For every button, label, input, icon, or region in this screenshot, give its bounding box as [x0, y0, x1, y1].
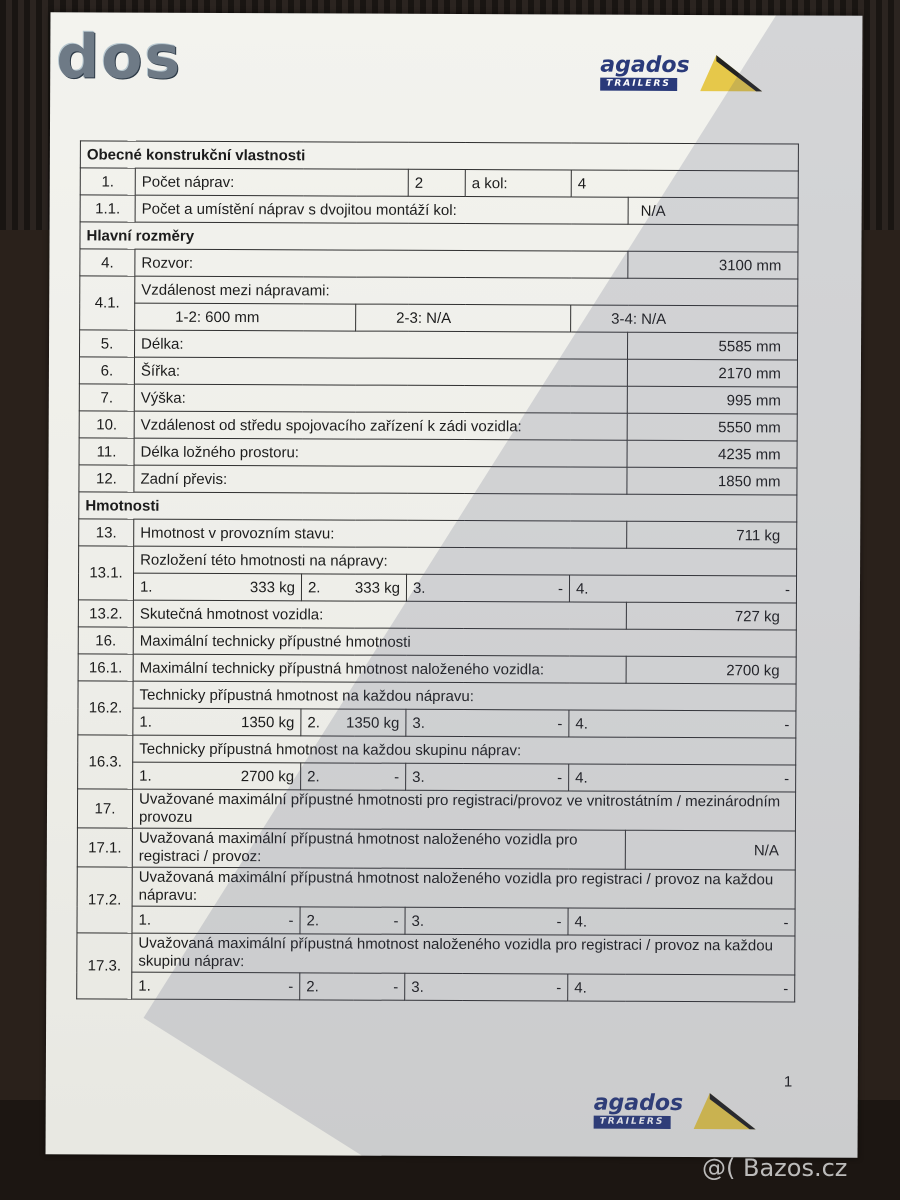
axle-cell-1	[132, 906, 300, 934]
axle-cell-1	[133, 762, 301, 790]
row-label: Uvažované maximální přípustné hmotnosti pro registraci/provoz ve vnitrostátním / mezinárodním provozu	[132, 789, 795, 831]
table-row	[80, 276, 798, 306]
axle-cell-4	[569, 764, 796, 792]
row-label: Hmotnost v provozním stavu:	[134, 519, 627, 548]
table-row	[80, 249, 798, 279]
row-number: 10.	[79, 411, 134, 438]
row-label: Uvažovaná maximální přípustná hmotnost naloženého vozidla pro registraci / provoz:	[132, 828, 625, 869]
table-subrow	[77, 906, 795, 936]
axle-cell-4	[568, 974, 795, 1002]
row-number: 16.	[78, 627, 133, 654]
row-label: Rozvor:	[135, 249, 628, 278]
row-value: 2700 kg	[626, 656, 796, 684]
row-number: 13.	[79, 519, 134, 546]
section-dims	[80, 222, 798, 252]
axle-cell-2	[301, 763, 406, 790]
watermark: @( Bazos.cz	[702, 1154, 848, 1182]
axle-index: 1.	[138, 911, 152, 929]
row-number: 16.2.	[78, 681, 133, 735]
row-number: 1.1.	[80, 195, 135, 222]
row-value-secondary: 4	[571, 170, 798, 198]
row-label: Maximální technicky přípustné hmotnosti	[133, 627, 796, 657]
brand-sub: TRAILERS	[600, 78, 677, 91]
row-number: 13.2.	[78, 600, 133, 627]
row-label: Uvažovaná maximální přípustná hmotnost naloženého vozidla pro registraci / provoz na každou skupinu náprav:	[132, 933, 795, 975]
axle-index: 2.	[307, 767, 320, 785]
axle-cell-4	[568, 908, 795, 936]
row-number: 6.	[79, 357, 134, 384]
axle-cell-1	[133, 708, 301, 736]
axle-cell-3	[405, 907, 568, 935]
axle-cell-2	[301, 574, 406, 601]
row-value: 2170 mm	[627, 359, 797, 387]
row-number: 7.	[79, 384, 134, 411]
axle-value: 333 kg	[249, 578, 296, 596]
row-number: 17.	[77, 789, 132, 828]
row-number: 16.3.	[78, 735, 133, 789]
table-row	[78, 654, 796, 684]
brand-chevron-icon	[694, 1089, 764, 1133]
axle-cell-4	[569, 575, 796, 603]
partial-logo-left	[56, 20, 236, 95]
row-label: Vzdálenost mezi nápravami:	[135, 276, 798, 306]
partial-logo-text: dos	[56, 22, 183, 93]
axle-value: -	[393, 912, 399, 930]
row-number: 13.1.	[78, 546, 133, 600]
table-subrow	[80, 303, 798, 333]
axle-cell-2	[300, 973, 405, 1000]
axle-index: 2.	[307, 578, 321, 596]
axle-index: 2.	[306, 977, 319, 995]
table-row	[79, 411, 797, 441]
axle-cell-1	[132, 972, 300, 1000]
axle-value: -	[784, 769, 790, 787]
row-value: 727 kg	[626, 602, 796, 630]
table-row	[78, 681, 796, 711]
table-row	[77, 867, 795, 909]
axle-index: 3.	[411, 978, 424, 996]
axle-value: -	[393, 978, 399, 996]
row-value: N/A	[628, 197, 798, 225]
page-number: 1	[783, 1073, 793, 1091]
brand-name: agados	[600, 52, 690, 79]
row-label: Šířka:	[134, 357, 627, 386]
row-label: Počet náprav:	[135, 168, 408, 196]
row-value: 2	[408, 169, 465, 196]
axle-value: -	[557, 768, 563, 786]
row-number: 16.1.	[78, 654, 133, 681]
axle-value: -	[783, 979, 789, 997]
brand-name: agados	[593, 1090, 684, 1117]
axle-distance-b: 2-3: N/A	[356, 304, 571, 332]
row-label: Délka ložného prostoru:	[134, 438, 627, 467]
axle-index: 2.	[306, 911, 320, 929]
row-value: 995 mm	[627, 386, 797, 414]
axle-cell-2	[300, 907, 405, 934]
row-label: Technicky přípustná hmotnost na každou skupinu náprav:	[133, 735, 796, 765]
row-value: 4235 mm	[627, 440, 797, 468]
row-value: 5550 mm	[627, 413, 797, 441]
table-subrow	[77, 972, 795, 1002]
brand-sub: TRAILERS	[594, 1116, 671, 1129]
table-row	[79, 465, 797, 495]
axle-value: -	[783, 913, 789, 931]
axle-index: 4.	[575, 580, 589, 598]
row-label: Počet a umístění náprav s dvojitou montáží kol:	[135, 195, 628, 224]
table-row	[79, 330, 797, 360]
axle-index: 3.	[412, 714, 425, 732]
row-number: 11.	[79, 438, 134, 465]
row-label: Zadní převis:	[134, 465, 627, 494]
axle-cell-2	[301, 709, 406, 736]
row-label: Délka:	[134, 330, 627, 359]
row-label: Výška:	[134, 384, 627, 413]
axle-cell-4	[569, 710, 796, 738]
table-subrow	[78, 573, 796, 603]
row-value: 1850 mm	[627, 467, 797, 495]
axle-value: -	[556, 912, 562, 930]
axle-index: 4.	[575, 769, 588, 787]
table-row	[79, 519, 797, 549]
axle-cell-3	[406, 574, 569, 602]
section-general	[80, 141, 798, 171]
axle-value: -	[288, 911, 294, 929]
axle-index: 2.	[307, 713, 320, 731]
agados-logo-bottom	[593, 1090, 684, 1129]
table-row	[78, 627, 796, 657]
axle-value: -	[784, 715, 790, 733]
row-value: 3100 mm	[628, 251, 798, 279]
agados-logo-top	[600, 52, 690, 91]
axle-index: 1.	[139, 767, 152, 785]
row-number: 17.2.	[77, 867, 132, 933]
axle-distance-a: 1-2: 600 mm	[135, 303, 356, 331]
table-row	[77, 933, 795, 975]
axle-value: -	[556, 978, 562, 996]
table-subrow	[78, 762, 796, 792]
row-number: 17.1.	[77, 828, 132, 867]
axle-distance-c: 3-4: N/A	[571, 305, 798, 333]
axle-cell-3	[405, 973, 568, 1001]
table-row	[80, 195, 798, 225]
axle-index: 3.	[411, 912, 425, 930]
axle-value: -	[557, 579, 564, 597]
row-label: Skutečná hmotnost vozidla:	[133, 600, 626, 629]
axle-value: 1350 kg	[240, 713, 295, 731]
axle-index: 1.	[139, 713, 152, 731]
brand-chevron-icon	[700, 51, 770, 95]
row-value: N/A	[625, 830, 795, 870]
section-mass	[79, 492, 797, 522]
axle-index: 4.	[574, 979, 587, 997]
table-row	[78, 600, 796, 630]
table-row	[79, 357, 797, 387]
row-number: 17.3.	[77, 933, 132, 999]
axle-index: 4.	[574, 913, 588, 931]
row-number: 4.1.	[80, 276, 135, 330]
table-row	[79, 384, 797, 414]
row-number: 4.	[80, 249, 135, 276]
section-title: Obecné konstrukční vlastnosti	[80, 141, 798, 171]
table-row	[77, 789, 795, 831]
axle-value: -	[394, 768, 400, 786]
axle-value: 1350 kg	[345, 714, 400, 732]
axle-value: -	[557, 714, 563, 732]
table-row	[78, 735, 796, 765]
row-label: Maximální technicky přípustná hmotnost naloženého vozidla:	[133, 654, 626, 683]
table-row	[77, 828, 795, 870]
row-value: 5585 mm	[627, 332, 797, 360]
row-label: Technicky přípustná hmotnost na každou nápravu:	[133, 681, 796, 711]
row-label: Uvažovaná maximální přípustná hmotnost naloženého vozidla pro registraci / provoz na každou nápravu:	[132, 867, 795, 909]
row-number: 12.	[79, 465, 134, 492]
axle-value: -	[288, 977, 294, 995]
axle-value: -	[784, 580, 791, 598]
row-number: 1.	[80, 168, 135, 195]
table-subrow	[78, 708, 796, 738]
axle-index: 1.	[138, 977, 151, 995]
axle-value: 333 kg	[354, 579, 401, 597]
axle-index: 3.	[412, 768, 425, 786]
axle-index: 3.	[412, 579, 426, 597]
section-title: Hlavní rozměry	[80, 222, 798, 252]
spec-table	[76, 140, 799, 1002]
row-value: 711 kg	[627, 521, 797, 549]
section-title: Hmotnosti	[79, 492, 797, 522]
row-number: 5.	[79, 330, 134, 357]
axle-cell-3	[406, 709, 569, 737]
row-label-secondary: a kol:	[465, 170, 571, 197]
document-page	[46, 12, 863, 1158]
table-row	[79, 438, 797, 468]
axle-value: 2700 kg	[240, 767, 295, 785]
axle-index: 4.	[575, 715, 588, 733]
table-row	[80, 168, 798, 198]
axle-cell-3	[406, 763, 569, 791]
axle-cell-1	[133, 573, 301, 601]
table-row	[79, 546, 797, 576]
row-label: Vzdálenost od středu spojovacího zařízení k zádi vozidla:	[134, 411, 627, 440]
row-label: Rozložení této hmotnosti na nápravy:	[134, 546, 797, 576]
axle-index: 1.	[139, 578, 153, 596]
